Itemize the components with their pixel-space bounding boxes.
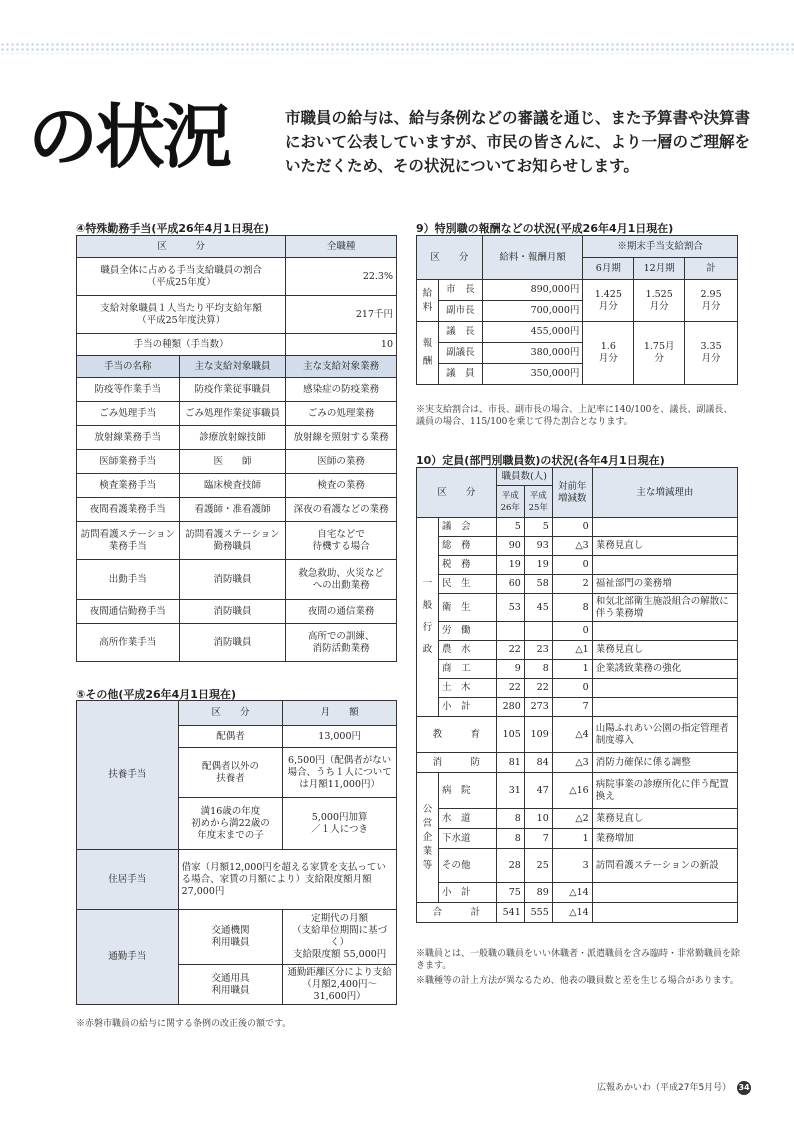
staff-h26: 81 — [496, 753, 524, 773]
staff-dept: 民 生 — [438, 575, 496, 594]
staff-change: △3 — [552, 537, 592, 556]
s4-avg-value: 217千円 — [286, 296, 397, 334]
staff-h25: 89 — [524, 883, 552, 903]
allowance-row — [77, 624, 397, 662]
staff-h25: 22 — [524, 679, 552, 698]
allowance-work: 夜間の通信業務 — [286, 600, 397, 624]
staff-change: 8 — [552, 594, 592, 622]
s4-header-kubun: 区 分 — [77, 236, 286, 258]
staff-h26: 8 — [496, 829, 524, 849]
allowance-name: 夜間通信勤務手当 — [77, 600, 180, 624]
staff-h26: 22 — [496, 679, 524, 698]
staff-h25: 7 — [524, 829, 552, 849]
s10-note-1: ※職員とは、一般職の職員をいい休職者・派遣職員を含み臨時・非常勤職員を除きます。 — [416, 949, 741, 971]
allowance-row — [77, 560, 397, 600]
s4-types-value: 10 — [286, 334, 397, 356]
s9-header-jun: 6月期 — [583, 258, 634, 280]
staff-reason: 和気北部衛生施設組合の解散に伴う業務増 — [592, 594, 737, 622]
header-dot-band — [0, 42, 794, 54]
allowance-work: 高所での訓練、 消防活動業務 — [286, 624, 397, 662]
staff-h26: 60 — [496, 575, 524, 594]
staff-h25: 8 — [524, 660, 552, 679]
staff-change: 7 — [552, 698, 592, 717]
s10-header-change: 対前年 増減数 — [552, 468, 592, 518]
s4-subheader-work: 主な支給対象業務 — [286, 356, 397, 378]
special-allowance-table — [76, 235, 397, 662]
staff-reason: 福祉部門の業務増 — [592, 575, 737, 594]
s9-header-dec: 12月期 — [634, 258, 685, 280]
staff-change: △14 — [552, 883, 592, 903]
staff-h25: 93 — [524, 537, 552, 556]
s9-title: 9）特別職の報酬などの状況(平成26年4月1日現在) — [416, 222, 674, 235]
special-post-table — [416, 235, 738, 385]
page-title: の状況 — [28, 96, 229, 178]
s4-subheader-name: 手当の名称 — [77, 356, 180, 378]
staff-h25: 10 — [524, 809, 552, 829]
staff-h25: 58 — [524, 575, 552, 594]
staff-reason — [592, 622, 737, 641]
staff-reason: 業務見直し — [592, 809, 737, 829]
s9-g1-dec: 1.525 月分 — [634, 280, 685, 322]
staff-row — [417, 773, 738, 809]
s9-role: 副市長 — [438, 301, 482, 322]
staff-h25: 25 — [524, 849, 552, 883]
staff-dept: 衛 生 — [438, 594, 496, 622]
s5-header-amount: 月 額 — [283, 701, 397, 726]
staff-row — [417, 660, 738, 679]
s10-note-2: ※職種等の計上方法が異なるため、他表の職員数と差を生じる場合があります。 — [416, 976, 739, 986]
staff-h25: 45 — [524, 594, 552, 622]
fuyo-row-label: 配偶者以外の 扶養者 — [178, 748, 283, 798]
staff-change: 1 — [552, 660, 592, 679]
allowance-work: 深夜の看護などの業務 — [286, 498, 397, 522]
staff-row — [417, 698, 738, 717]
fuyo-row-value: 6,500円（配偶者がない場合、うち１人については月額11,000円） — [283, 748, 397, 798]
s9-g2-jun: 1.6 月分 — [583, 322, 634, 385]
staff-h26: 90 — [496, 537, 524, 556]
staff-dept: 教 育 — [417, 717, 497, 753]
staff-h25: 109 — [524, 717, 552, 753]
fuyo-row-label: 満16歳の年度 初めから満22歳の 年度末までの子 — [178, 798, 283, 850]
staff-change: 3 — [552, 849, 592, 883]
staff-h26: 105 — [496, 717, 524, 753]
staff-row — [417, 679, 738, 698]
staff-h26: 19 — [496, 556, 524, 575]
staff-reason — [592, 556, 737, 575]
staff-dept: 農 水 — [438, 641, 496, 660]
staff-reason — [592, 679, 737, 698]
s5-note: ※赤磐市職員の給与に関する条例の改正後の額です。 — [76, 1019, 292, 1029]
s10-header-reason: 主な増減理由 — [592, 468, 737, 518]
s9-role: 副議長 — [438, 343, 482, 364]
allowance-staff: 医 師 — [179, 450, 286, 474]
allowance-name: 放射線業務手当 — [77, 426, 180, 450]
allowance-row — [77, 378, 397, 402]
staff-reason: 業務見直し — [592, 641, 737, 660]
tsukin-label: 通勤手当 — [77, 910, 179, 1005]
allowance-row — [77, 498, 397, 522]
staff-dept: 水 道 — [438, 809, 496, 829]
staff-change: △16 — [552, 773, 592, 809]
staff-dept: 消 防 — [417, 753, 497, 773]
staff-row — [417, 903, 738, 923]
allowance-name: 検査業務手当 — [77, 474, 180, 498]
s4-title: ④特殊勤務手当(平成26年4月1日現在) — [76, 222, 269, 235]
staff-row — [417, 622, 738, 641]
s9-pay: 455,000円 — [482, 322, 583, 343]
staff-reason — [592, 903, 737, 923]
staff-change: 0 — [552, 679, 592, 698]
staff-change: 0 — [552, 518, 592, 537]
staff-dept: 小 計 — [438, 883, 496, 903]
staff-row — [417, 575, 738, 594]
s9-g1-total: 2.95 月分 — [685, 280, 738, 322]
staff-dept: 税 務 — [438, 556, 496, 575]
allowance-name: 高所作業手当 — [77, 624, 180, 662]
allowance-row — [77, 426, 397, 450]
allowance-name: 出動手当 — [77, 560, 180, 600]
staff-h26: 9 — [496, 660, 524, 679]
s9-pay: 700,000円 — [482, 301, 583, 322]
staff-h25: 555 — [524, 903, 552, 923]
s10-header-count: 職員数(人) — [496, 468, 552, 486]
allowance-staff: 臨床検査技師 — [179, 474, 286, 498]
s9-group-kyuryo: 給 料 — [417, 280, 439, 322]
allowance-staff: 消防職員 — [179, 624, 286, 662]
s4-ratio-value: 22.3% — [286, 258, 397, 296]
staff-change: 0 — [552, 622, 592, 641]
allowance-work: 救急救助、火災など への出動業務 — [286, 560, 397, 600]
allowance-name: 医師業務手当 — [77, 450, 180, 474]
staff-h25: 84 — [524, 753, 552, 773]
allowance-work: ごみの処理業務 — [286, 402, 397, 426]
staff-h26: 280 — [496, 698, 524, 717]
staff-h25: 5 — [524, 518, 552, 537]
allowance-work: 放射線を照射する業務 — [286, 426, 397, 450]
s10-header-kubun: 区 分 — [417, 468, 497, 518]
allowance-work: 感染症の防疫業務 — [286, 378, 397, 402]
staff-h25: 19 — [524, 556, 552, 575]
footer-text: 広報あかいわ（平成27年5月号） — [597, 1083, 732, 1093]
s10-header-h25: 平成 25年 — [524, 486, 552, 518]
staff-dept: 議 会 — [438, 518, 496, 537]
staff-reason: 企業誘致業務の強化 — [592, 660, 737, 679]
s10-group-ippan: 一 般 行 政 — [417, 518, 439, 717]
s9-pay: 890,000円 — [482, 280, 583, 301]
s9-role: 議 員 — [438, 364, 482, 385]
tsukin-row-label: 交通機関 利用職員 — [178, 910, 283, 965]
allowance-row — [77, 600, 397, 624]
staff-row — [417, 518, 738, 537]
staff-dept: 小 計 — [438, 698, 496, 717]
staff-change: 2 — [552, 575, 592, 594]
allowance-row — [77, 450, 397, 474]
fuyo-row-label: 配偶者 — [178, 726, 283, 748]
staff-change: 1 — [552, 829, 592, 849]
staff-dept: 病 院 — [438, 773, 496, 809]
staff-reason — [592, 518, 737, 537]
allowance-staff: 看護師・准看護師 — [179, 498, 286, 522]
page-number: 34 — [737, 1081, 751, 1095]
staff-h26: 541 — [496, 903, 524, 923]
staff-reason: 業務見直し — [592, 537, 737, 556]
allowance-staff: 訪問看護ステーション 勤務職員 — [179, 522, 286, 560]
s4-header-all: 全職種 — [286, 236, 397, 258]
staff-change: △3 — [552, 753, 592, 773]
staff-h26: 5 — [496, 518, 524, 537]
allowance-staff: 消防職員 — [179, 600, 286, 624]
s5-header-kubun: 区 分 — [178, 701, 283, 726]
allowance-staff: 防疫作業従事職員 — [179, 378, 286, 402]
intro-text: 市職員の給与は、給与条例などの審議を通じ、また予算書や決算書において公表していますが、市民の皆さんに、より一層のご理解をいただくため、その状況についてお知らせします。 — [285, 109, 751, 175]
allowance-row — [77, 522, 397, 560]
staff-change: 0 — [552, 556, 592, 575]
staff-h25: 23 — [524, 641, 552, 660]
staff-dept: 土 木 — [438, 679, 496, 698]
staff-row — [417, 829, 738, 849]
s4-types-label: 手当の種類（手当数） — [77, 334, 286, 356]
staff-row — [417, 809, 738, 829]
s4-avg-label: 支給対象職員１人当たり平均支給年額 （平成25年度決算） — [77, 296, 286, 334]
staff-row — [417, 594, 738, 622]
s4-ratio-label: 職員全体に占める手当支給職員の割合 （平成25年度） — [77, 258, 286, 296]
allowance-work: 医師の業務 — [286, 450, 397, 474]
staff-h26: 28 — [496, 849, 524, 883]
tsukin-row-value: 通勤距離区分により支給 （月額2,400円～31,600円） — [283, 965, 397, 1005]
staff-row — [417, 641, 738, 660]
other-allowance-table — [76, 700, 397, 1005]
jukyo-text: 借家（月額12,000円を超える家賃を支払っている場合、家賃の月額により）支給限度額月額27,000円 — [178, 850, 396, 910]
s9-note: ※実支給割合は、市長、副市長の場合、上記率に140/100を、議長、副議長、議員の場合、115/100を乗じて得た割合となります。 — [416, 405, 733, 427]
tsukin-row-value: 定期代の月額 （支給単位期間に基づく） 支給限度額 55,000円 — [283, 910, 397, 965]
s9-g2-dec: 1.75月 分 — [634, 322, 685, 385]
fuyo-row-value: 5,000円加算 ／１人につき — [283, 798, 397, 850]
staff-count-table — [416, 467, 738, 923]
staff-row — [417, 717, 738, 753]
s9-g2-total: 3.35 月分 — [685, 322, 738, 385]
s9-role: 市 長 — [438, 280, 482, 301]
s9-group-hoshu: 報 酬 — [417, 322, 439, 385]
s4-subheader-staff: 主な支給対象職員 — [179, 356, 286, 378]
staff-row — [417, 537, 738, 556]
staff-reason — [592, 698, 737, 717]
allowance-staff: 診療放射線技師 — [179, 426, 286, 450]
allowance-staff: ごみ処理作業従事職員 — [179, 402, 286, 426]
staff-change: △4 — [552, 717, 592, 753]
staff-reason: 病院事業の診療所化に伴う配置換え — [592, 773, 737, 809]
s9-header-pay: 給料・報酬月額 — [482, 236, 583, 280]
allowance-name: 防疫等作業手当 — [77, 378, 180, 402]
staff-change: △14 — [552, 903, 592, 923]
s10-group-kokigyo: 公 営 企 業 等 — [417, 773, 439, 903]
staff-row — [417, 849, 738, 883]
staff-h26: 75 — [496, 883, 524, 903]
staff-h25: 273 — [524, 698, 552, 717]
staff-reason: 業務増加 — [592, 829, 737, 849]
s9-pay: 350,000円 — [482, 364, 583, 385]
staff-reason — [592, 883, 737, 903]
jukyo-label: 住居手当 — [77, 850, 179, 910]
staff-h26: 22 — [496, 641, 524, 660]
allowance-name: 夜間看護業務手当 — [77, 498, 180, 522]
s9-header-total: 計 — [685, 258, 738, 280]
s9-g1-jun: 1.425 月分 — [583, 280, 634, 322]
staff-reason: 訪問看護ステーションの新設 — [592, 849, 737, 883]
s5-title: ⑤その他(平成26年4月1日現在) — [76, 688, 236, 701]
allowance-row — [77, 402, 397, 426]
staff-row — [417, 753, 738, 773]
staff-dept: 労 働 — [438, 622, 496, 641]
staff-h26: 31 — [496, 773, 524, 809]
staff-h25 — [524, 622, 552, 641]
staff-dept: 総 務 — [438, 537, 496, 556]
staff-dept: 下水道 — [438, 829, 496, 849]
staff-row — [417, 883, 738, 903]
s9-role: 議 長 — [438, 322, 482, 343]
allowance-work: 自宅などで 待機する場合 — [286, 522, 397, 560]
allowance-staff: 消防職員 — [179, 560, 286, 600]
fuyo-label: 扶養手当 — [77, 701, 179, 850]
allowance-work: 検査の業務 — [286, 474, 397, 498]
staff-h26 — [496, 622, 524, 641]
staff-reason: 消防力確保に係る調整 — [592, 753, 737, 773]
staff-h26: 8 — [496, 809, 524, 829]
allowance-name: ごみ処理手当 — [77, 402, 180, 426]
tsukin-row-label: 交通用具 利用職員 — [178, 965, 283, 1005]
s10-title: 10）定員(部門別職員数)の状況(各年4月1日現在) — [416, 454, 665, 467]
staff-dept: 商 工 — [438, 660, 496, 679]
staff-dept: その他 — [438, 849, 496, 883]
staff-dept: 合 計 — [417, 903, 497, 923]
fuyo-row-value: 13,000円 — [283, 726, 397, 748]
staff-change: △2 — [552, 809, 592, 829]
s9-header-kubun: 区 分 — [417, 236, 483, 280]
staff-h25: 47 — [524, 773, 552, 809]
s9-header-bonus: ※期末手当支給割合 — [583, 236, 738, 258]
s10-header-h26: 平成 26年 — [496, 486, 524, 518]
s9-pay: 380,000円 — [482, 343, 583, 364]
staff-reason: 山陽ふれあい公園の指定管理者制度導入 — [592, 717, 737, 753]
staff-change: △1 — [552, 641, 592, 660]
staff-row — [417, 556, 738, 575]
allowance-row — [77, 474, 397, 498]
staff-h26: 53 — [496, 594, 524, 622]
footer — [597, 1080, 751, 1095]
allowance-name: 訪問看護ステーション 業務手当 — [77, 522, 180, 560]
